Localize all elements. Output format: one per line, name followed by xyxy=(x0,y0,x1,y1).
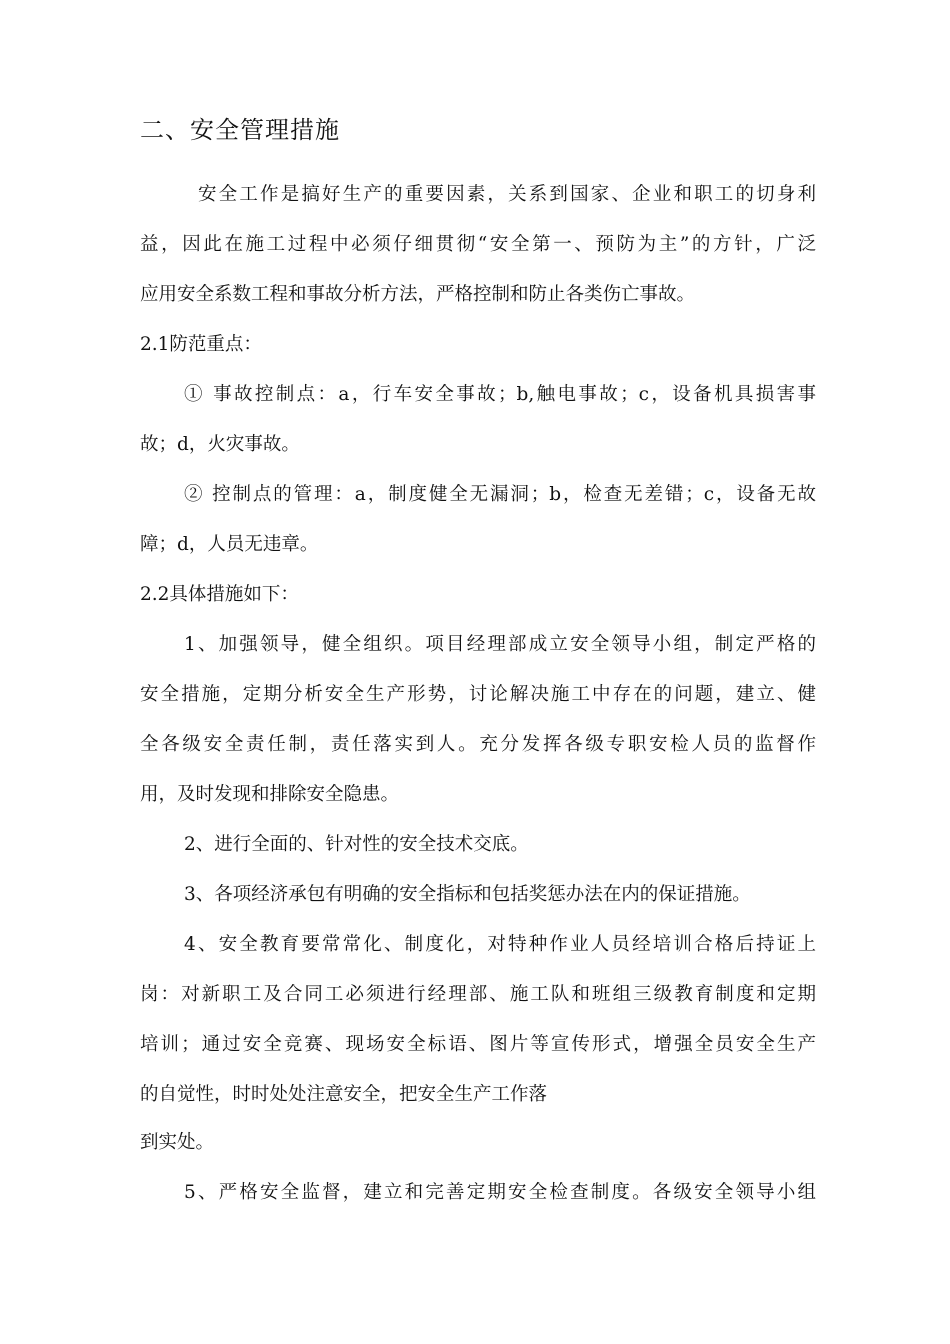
section-heading: 二、安全管理措施 xyxy=(140,116,340,144)
section-2-1-title: 2.1防范重点： xyxy=(140,334,262,355)
measure-4-line-1: 4、安全教育要常常化、制度化，对特种作业人员经培训合格后持证上 xyxy=(184,934,816,955)
measure-4-line-3: 培训；通过安全竞赛、现场安全标语、图片等宣传形式，增强全员安全生产 xyxy=(140,1034,816,1055)
measure-1-line-3: 全各级安全责任制，责任落实到人。充分发挥各级专职安检人员的监督作 xyxy=(140,734,816,755)
measure-4-line-5: 到实处。 xyxy=(140,1132,215,1153)
control-management-line-2: 障；d，人员无违章。 xyxy=(140,534,319,555)
measure-5-line-1: 5、严格安全监督，建立和完善定期安全检查制度。各级安全领导小组 xyxy=(184,1182,816,1203)
measure-2: 2、进行全面的、针对性的安全技术交底。 xyxy=(184,834,529,855)
measure-4-line-2: 岗：对新职工及合同工必须进行经理部、施工队和班组三级教育制度和定期 xyxy=(140,984,816,1005)
measure-1-line-1: 1、加强领导，健全组织。项目经理部成立安全领导小组，制定严格的 xyxy=(184,634,816,655)
control-management-line-1: ② 控制点的管理：a，制度健全无漏洞；b，检查无差错；c，设备无故 xyxy=(184,484,816,505)
measure-3: 3、各项经济承包有明确的安全指标和包括奖惩办法在内的保证措施。 xyxy=(184,884,751,905)
measure-1-line-2: 安全措施，定期分析安全生产形势，讨论解决施工中存在的问题，建立、健 xyxy=(140,684,816,705)
section-2-2-title: 2.2具体措施如下： xyxy=(140,584,299,605)
control-points-line-1: ① 事故控制点：a，行车安全事故；b,触电事故；c，设备机具损害事 xyxy=(184,384,816,405)
measure-1-line-4: 用，及时发现和排除安全隐患。 xyxy=(140,784,400,805)
intro-line-3: 应用安全系数工程和事故分析方法，严格控制和防止各类伤亡事故。 xyxy=(140,284,696,305)
intro-line-1: 安全工作是搞好生产的重要因素，关系到国家、企业和职工的切身利 xyxy=(198,184,816,205)
measure-4-line-4: 的自觉性，时时处处注意安全，把安全生产工作落 xyxy=(140,1084,548,1105)
control-points-line-2: 故；d，火灾事故。 xyxy=(140,434,300,455)
intro-line-2: 益，因此在施工过程中必须仔细贯彻“安全第一、预防为主”的方针，广泛 xyxy=(140,234,816,255)
